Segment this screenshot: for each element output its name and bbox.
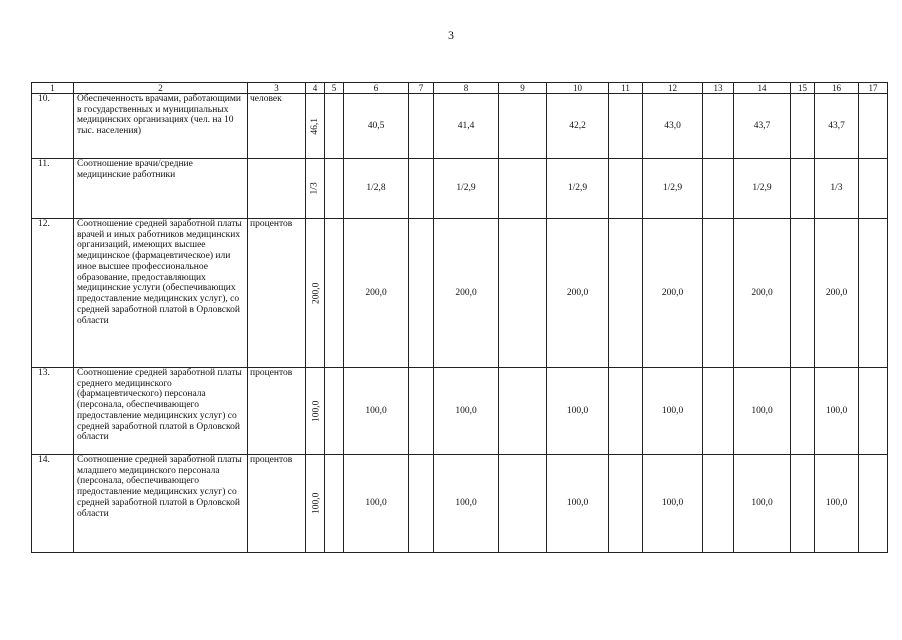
value-cell: 100,0 bbox=[344, 455, 409, 553]
indicator-name: Соотношение средней заработной платы младшего медицинского персонала (персонала, обеспечивающего предоставление медицинских услуг) со средней заработной платой в Орловской области bbox=[74, 455, 248, 553]
table-row bbox=[32, 94, 888, 159]
value-cell: 100,0 bbox=[434, 368, 499, 455]
empty-cell bbox=[609, 368, 643, 455]
empty-cell bbox=[859, 94, 888, 159]
empty-cell bbox=[409, 455, 434, 553]
column-header: 3 bbox=[248, 83, 306, 94]
unit-cell: человек bbox=[248, 94, 306, 159]
value-cell: 43,7 bbox=[815, 94, 859, 159]
value-cell: 100,0 bbox=[734, 455, 791, 553]
table-row bbox=[32, 368, 888, 455]
page-number: 3 bbox=[448, 28, 454, 42]
value-cell: 100,0 bbox=[734, 368, 791, 455]
column-header: 9 bbox=[499, 83, 547, 94]
empty-cell bbox=[859, 368, 888, 455]
empty-cell bbox=[859, 455, 888, 553]
base-value-cell bbox=[306, 94, 325, 159]
empty-cell bbox=[325, 94, 344, 159]
empty-cell bbox=[609, 159, 643, 219]
row-number: 13. bbox=[32, 368, 74, 455]
value-cell: 200,0 bbox=[434, 219, 499, 368]
value-cell: 1/2,9 bbox=[547, 159, 609, 219]
column-header: 13 bbox=[703, 83, 734, 94]
unit-cell: процентов bbox=[248, 219, 306, 368]
empty-cell bbox=[325, 219, 344, 368]
value-cell: 200,0 bbox=[815, 219, 859, 368]
empty-cell bbox=[859, 219, 888, 368]
indicator-name: Обеспеченность врачами, работающими в государственных и муниципальных медицинских организациях (чел. на 10 тыс. населения) bbox=[74, 94, 248, 159]
column-header: 17 bbox=[859, 83, 888, 94]
table-row bbox=[32, 455, 888, 553]
value-cell: 100,0 bbox=[643, 455, 703, 553]
indicator-name: Соотношение средней заработной платы врачей и иных работников медицинских организаций, имеющих высшее медицинское (фармацевтическое) или иное высшее профессиональное образование, предоставляющих медицинские услуги (обеспечивающих предоставление медицинских услуг), со средней заработной платой в Орловской области bbox=[74, 219, 248, 368]
value-cell: 100,0 bbox=[815, 368, 859, 455]
column-header: 14 bbox=[734, 83, 791, 94]
empty-cell bbox=[499, 219, 547, 368]
value-cell: 100,0 bbox=[547, 368, 609, 455]
table-row bbox=[32, 219, 888, 368]
empty-cell bbox=[499, 455, 547, 553]
indicator-name: Соотношение врачи/средние медицинские работники bbox=[74, 159, 248, 219]
column-header: 15 bbox=[791, 83, 815, 94]
column-header: 1 bbox=[32, 83, 74, 94]
base-value: 100,0 bbox=[311, 400, 322, 422]
value-cell: 43,7 bbox=[734, 94, 791, 159]
value-cell: 1/3 bbox=[815, 159, 859, 219]
value-cell: 43,0 bbox=[643, 94, 703, 159]
empty-cell bbox=[325, 368, 344, 455]
column-header: 16 bbox=[815, 83, 859, 94]
value-cell: 42,2 bbox=[547, 94, 609, 159]
column-header: 5 bbox=[325, 83, 344, 94]
empty-cell bbox=[791, 455, 815, 553]
base-value-cell bbox=[306, 159, 325, 219]
value-cell: 100,0 bbox=[815, 455, 859, 553]
row-number: 10. bbox=[32, 94, 74, 159]
base-value-cell bbox=[306, 219, 325, 368]
indicators-table bbox=[31, 82, 888, 553]
base-value: 200,0 bbox=[311, 282, 322, 304]
column-header: 7 bbox=[409, 83, 434, 94]
column-number-row bbox=[32, 83, 888, 94]
base-value-cell bbox=[306, 455, 325, 553]
empty-cell bbox=[409, 94, 434, 159]
value-cell: 100,0 bbox=[643, 368, 703, 455]
empty-cell bbox=[325, 159, 344, 219]
empty-cell bbox=[791, 159, 815, 219]
empty-cell bbox=[409, 159, 434, 219]
value-cell: 40,5 bbox=[344, 94, 409, 159]
row-number: 11. bbox=[32, 159, 74, 219]
empty-cell bbox=[499, 368, 547, 455]
value-cell: 200,0 bbox=[734, 219, 791, 368]
unit-cell bbox=[248, 159, 306, 219]
table-row bbox=[32, 159, 888, 219]
column-header: 11 bbox=[609, 83, 643, 94]
value-cell: 100,0 bbox=[547, 455, 609, 553]
value-cell: 1/2,9 bbox=[734, 159, 791, 219]
value-cell: 200,0 bbox=[547, 219, 609, 368]
empty-cell bbox=[703, 368, 734, 455]
empty-cell bbox=[703, 94, 734, 159]
empty-cell bbox=[703, 455, 734, 553]
unit-cell: процентов bbox=[248, 455, 306, 553]
empty-cell bbox=[409, 219, 434, 368]
column-header: 4 bbox=[306, 83, 325, 94]
base-value: 100,0 bbox=[311, 492, 322, 515]
empty-cell bbox=[703, 219, 734, 368]
value-cell: 41,4 bbox=[434, 94, 499, 159]
column-header: 8 bbox=[434, 83, 499, 94]
row-number: 14. bbox=[32, 455, 74, 553]
empty-cell bbox=[791, 94, 815, 159]
empty-cell bbox=[791, 219, 815, 368]
unit-cell: процентов bbox=[248, 368, 306, 455]
empty-cell bbox=[409, 368, 434, 455]
empty-cell bbox=[499, 94, 547, 159]
base-value: 1/3 bbox=[309, 182, 320, 195]
empty-cell bbox=[609, 219, 643, 368]
column-header: 10 bbox=[547, 83, 609, 94]
empty-cell bbox=[609, 94, 643, 159]
base-value-cell bbox=[306, 368, 325, 455]
empty-cell bbox=[325, 455, 344, 553]
value-cell: 100,0 bbox=[434, 455, 499, 553]
empty-cell bbox=[859, 159, 888, 219]
empty-cell bbox=[499, 159, 547, 219]
value-cell: 1/2,8 bbox=[344, 159, 409, 219]
value-cell: 200,0 bbox=[344, 219, 409, 368]
value-cell: 200,0 bbox=[643, 219, 703, 368]
column-header: 2 bbox=[74, 83, 248, 94]
empty-cell bbox=[791, 368, 815, 455]
empty-cell bbox=[703, 159, 734, 219]
value-cell: 1/2,9 bbox=[643, 159, 703, 219]
base-value: 46,1 bbox=[309, 117, 320, 135]
value-cell: 1/2,9 bbox=[434, 159, 499, 219]
indicator-name: Соотношение средней заработной платы среднего медицинского (фармацевтического) персонала (персонала, обеспечивающего предоставление медицинских услуг) со средней заработной платой в Орловской области bbox=[74, 368, 248, 455]
value-cell: 100,0 bbox=[344, 368, 409, 455]
column-header: 6 bbox=[344, 83, 409, 94]
row-number: 12. bbox=[32, 219, 74, 368]
column-header: 12 bbox=[643, 83, 703, 94]
empty-cell bbox=[609, 455, 643, 553]
